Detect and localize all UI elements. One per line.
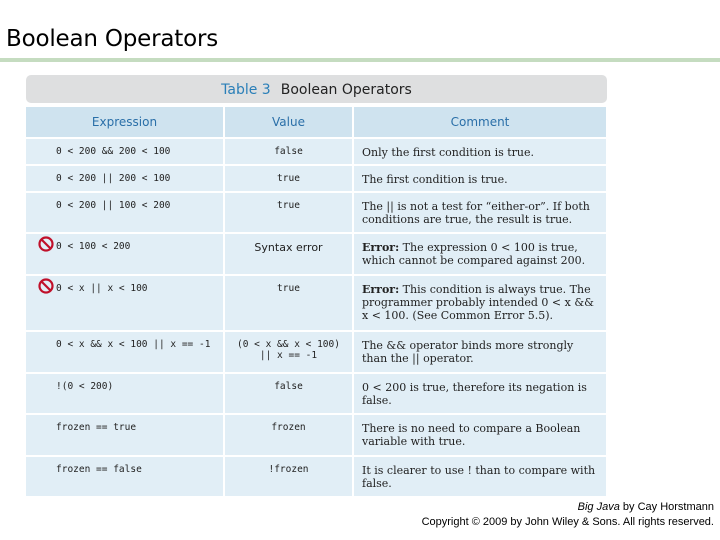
value-cell: Syntax error xyxy=(224,233,353,275)
comment-text: The || is not a test for “either-or”. If both conditions are true, the result is true. xyxy=(362,200,590,226)
table-figure xyxy=(26,75,607,496)
comment-cell xyxy=(353,275,607,331)
expression-cell: 0 < x || x < 100 xyxy=(26,275,224,331)
comment-text: This condition is always true. The programmer probably intended 0 < x && x < 100. (See Common Error 5.5). xyxy=(362,283,594,322)
table-row xyxy=(26,138,607,165)
table-header-row xyxy=(26,107,607,138)
value-cell: false xyxy=(224,138,353,165)
comment-text: 0 < 200 is true, therefore its negation is false. xyxy=(362,381,587,407)
comment-cell xyxy=(353,456,607,497)
slide-title: Boolean Operators xyxy=(6,26,218,52)
copyright-line: Copyright © 2009 by John Wiley & Sons. All rights reserved. xyxy=(421,516,714,528)
table-number: Table 3 xyxy=(221,82,271,98)
header-expression: Expression xyxy=(26,107,224,138)
value-cell: true xyxy=(224,165,353,192)
value-cell: (0 < x && x < 100) || x == -1 xyxy=(224,331,353,373)
table-row xyxy=(26,456,607,497)
header-comment: Comment xyxy=(353,107,607,138)
table-row xyxy=(26,373,607,414)
comment-cell xyxy=(353,373,607,414)
comment-text: The first condition is true. xyxy=(362,173,508,186)
comment-text: There is no need to compare a Boolean variable with true. xyxy=(362,422,581,448)
expression-cell: 0 < 200 || 200 < 100 xyxy=(26,165,224,192)
value-cell: true xyxy=(224,192,353,233)
table-row xyxy=(26,192,607,233)
expression-cell: frozen == false xyxy=(26,456,224,497)
value-cell: !frozen xyxy=(224,456,353,497)
expression-cell: 0 < 200 && 200 < 100 xyxy=(26,138,224,165)
expression-cell: 0 < 100 < 200 xyxy=(26,233,224,275)
comment-cell xyxy=(353,331,607,373)
table-caption xyxy=(26,75,607,103)
title-divider xyxy=(0,58,720,62)
boolean-operators-table xyxy=(26,107,608,498)
comment-cell xyxy=(353,165,607,192)
expression-cell: !(0 < 200) xyxy=(26,373,224,414)
table-row xyxy=(26,275,607,331)
prohibited-icon xyxy=(38,236,54,252)
table-row xyxy=(26,414,607,456)
value-cell: true xyxy=(224,275,353,331)
header-value: Value xyxy=(224,107,353,138)
table-row xyxy=(26,165,607,192)
copyright-credit xyxy=(422,500,714,530)
book-title: Big Java xyxy=(577,501,620,513)
comment-cell xyxy=(353,192,607,233)
book-author: by Cay Horstmann xyxy=(619,501,714,513)
comment-text: The expression 0 < 100 is true, which cannot be compared against 200. xyxy=(362,241,586,267)
table-name: Boolean Operators xyxy=(280,82,412,98)
expression-cell: 0 < 200 || 100 < 200 xyxy=(26,192,224,233)
comment-cell xyxy=(353,138,607,165)
expression-cell: 0 < x && x < 100 || x == -1 xyxy=(26,331,224,373)
book-credit xyxy=(422,500,714,515)
comment-text: It is clearer to use ! than to compare with false. xyxy=(362,464,596,490)
value-cell: false xyxy=(224,373,353,414)
table-row xyxy=(26,331,607,373)
comment-cell xyxy=(353,233,607,275)
error-label: Error: xyxy=(362,241,400,254)
prohibited-icon xyxy=(38,278,54,294)
table-row xyxy=(26,233,607,275)
expression-cell: frozen == true xyxy=(26,414,224,456)
error-label: Error: xyxy=(362,283,400,296)
comment-text: The && operator binds more strongly than the || operator. xyxy=(362,339,574,365)
value-cell: frozen xyxy=(224,414,353,456)
comment-cell xyxy=(353,414,607,456)
comment-text: Only the first condition is true. xyxy=(362,146,534,159)
